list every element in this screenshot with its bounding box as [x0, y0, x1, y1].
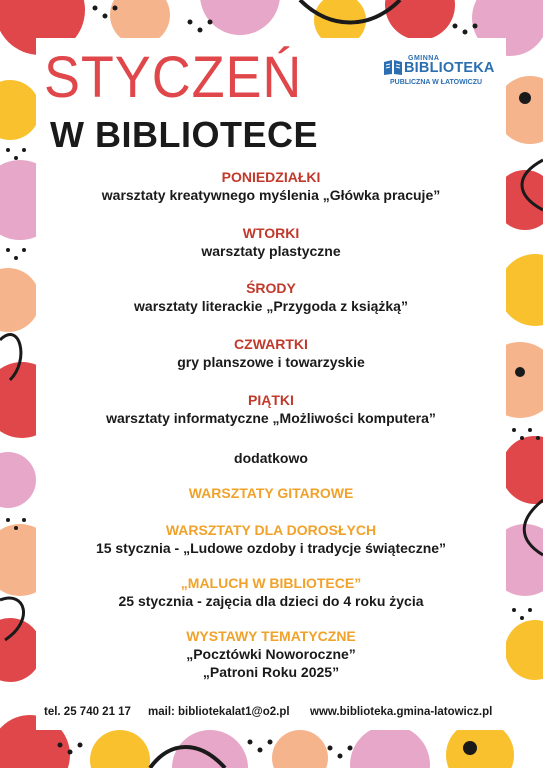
schedule-friday	[36, 392, 506, 427]
guitar-workshop-title: WARSZTATY GITAROWE	[188, 485, 354, 501]
day-label: PONIEDZIAŁKI	[221, 169, 321, 185]
schedule-thursday	[36, 336, 506, 371]
exhibitions	[36, 628, 506, 681]
footer-phone: tel. 25 740 21 17	[44, 706, 131, 718]
day-description: warsztaty plastyczne	[201, 243, 341, 259]
library-logo	[382, 55, 495, 89]
schedule-monday	[36, 169, 506, 204]
exhibition-item: „Patroni Roku 2025”	[202, 664, 340, 680]
day-description: warsztaty literackie „Przygoda z książką”	[134, 298, 408, 314]
day-description: gry planszowe i towarzyskie	[177, 354, 365, 370]
schedule-tuesday	[36, 225, 506, 260]
book-icon	[382, 58, 404, 76]
title-subtitle: W BIBLIOTECE	[50, 114, 318, 155]
toddler-event-title: „MALUCH W BIBLIOTECE”	[180, 575, 362, 591]
schedule	[36, 169, 506, 681]
title-month: STYCZEŃ	[44, 45, 303, 110]
toddler-event	[36, 575, 506, 610]
day-label: CZWARTKI	[234, 336, 308, 352]
logo-small-text: GMINNA	[408, 55, 440, 62]
adults-workshop-desc: 15 stycznia - „Ludowe ozdoby i tradycje świąteczne”	[95, 540, 447, 556]
footer-website[interactable]: www.biblioteka.gmina-latowicz.pl	[310, 706, 493, 718]
toddler-event-desc: 25 stycznia - zajęcia dla dzieci do 4 roku życia	[118, 593, 424, 609]
exhibition-item: „Pocztówki Noworoczne”	[186, 646, 356, 662]
day-label: WTORKI	[242, 225, 300, 241]
day-description: warsztaty informatyczne „Możliwości komputera”	[106, 410, 436, 426]
adults-workshop	[36, 522, 506, 557]
adults-workshop-title: WARSZTATY DLA DOROSŁYCH	[165, 522, 377, 538]
extra-label: dodatkowo	[234, 450, 308, 466]
exhibitions-title: WYSTAWY TEMATYCZNE	[186, 628, 356, 644]
logo-name: BIBLIOTEKA	[404, 60, 495, 76]
day-label: ŚRODY	[246, 280, 296, 296]
day-label: PIĄTKI	[248, 392, 294, 408]
day-description: warsztaty kreatywnego myślenia „Główka pracuje”	[101, 187, 441, 203]
footer-email[interactable]: mail: bibliotekalat1@o2.pl	[148, 706, 290, 718]
logo-subtitle: PUBLICZNA W ŁATOWICZU	[390, 79, 483, 86]
schedule-wednesday	[36, 280, 506, 315]
